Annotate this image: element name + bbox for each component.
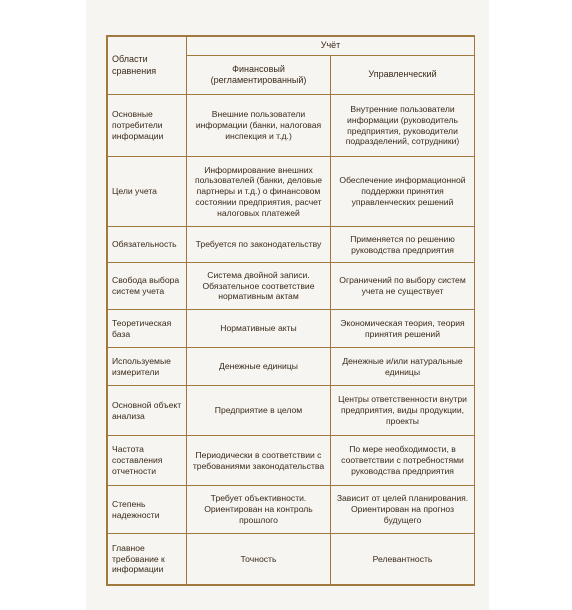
table-row bbox=[108, 386, 475, 436]
row-area: Основные потребители информации bbox=[108, 95, 187, 157]
accounting-group-header: Учёт bbox=[187, 37, 475, 56]
comparison-table bbox=[106, 35, 475, 586]
managerial-cell: Денежные и/или натуральные единицы bbox=[331, 348, 475, 386]
row-area: Главное требование к информации bbox=[108, 534, 187, 585]
financial-cell: Требуется по законодательству bbox=[187, 227, 331, 263]
table-row bbox=[108, 348, 475, 386]
table-row bbox=[108, 157, 475, 227]
financial-cell: Периодически в соответствии с требованиями законодательства bbox=[187, 436, 331, 486]
table-row bbox=[108, 436, 475, 486]
managerial-cell: Экономическая теория, теория принятия решений bbox=[331, 310, 475, 348]
managerial-cell: Релевантность bbox=[331, 534, 475, 585]
managerial-cell: Центры ответственности внутри предприятия, виды продукции, проекты bbox=[331, 386, 475, 436]
financial-cell: Требует объективности. Ориентирован на контроль прошлого bbox=[187, 486, 331, 534]
row-area: Частота составления отчетности bbox=[108, 436, 187, 486]
row-area: Теоретическая база bbox=[108, 310, 187, 348]
financial-cell: Нормативные акты bbox=[187, 310, 331, 348]
table-row bbox=[108, 310, 475, 348]
managerial-cell: Ограничений по выбору систем учета не существует bbox=[331, 263, 475, 310]
managerial-column-header: Управленческий bbox=[331, 56, 475, 95]
financial-cell: Предприятие в целом bbox=[187, 386, 331, 436]
table-row bbox=[108, 263, 475, 310]
managerial-cell: Внутренние пользователи информации (руководитель предприятия, руководители подразделений, сотрудники) bbox=[331, 95, 475, 157]
financial-cell: Точность bbox=[187, 534, 331, 585]
corner-header: Области сравнения bbox=[108, 37, 187, 95]
row-area: Основной объект анализа bbox=[108, 386, 187, 436]
managerial-cell: Обеспечение информационной поддержки принятия управленческих решений bbox=[331, 157, 475, 227]
managerial-cell: Применяется по решению руководства предприятия bbox=[331, 227, 475, 263]
financial-cell: Система двойной записи. Обязательное соответствие нормативным актам bbox=[187, 263, 331, 310]
row-area: Свобода выбора систем учета bbox=[108, 263, 187, 310]
row-area: Степень надежности bbox=[108, 486, 187, 534]
managerial-cell: По мере необходимости, в соответствии с потребностями руководства предприятия bbox=[331, 436, 475, 486]
table-row bbox=[108, 227, 475, 263]
row-area: Цели учета bbox=[108, 157, 187, 227]
row-area: Используемые измерители bbox=[108, 348, 187, 386]
financial-column-header: Финансовый (регламентированный) bbox=[187, 56, 331, 95]
financial-cell: Информирование внешних пользователей (банки, деловые партнеры и т.д.) о финансовом состоянии предприятия, расчет налоговых платежей bbox=[187, 157, 331, 227]
financial-cell: Денежные единицы bbox=[187, 348, 331, 386]
managerial-cell: Зависит от целей планирования. Ориентирован на прогноз будущего bbox=[331, 486, 475, 534]
table-row bbox=[108, 95, 475, 157]
table-row bbox=[108, 534, 475, 585]
row-area: Обязательность bbox=[108, 227, 187, 263]
table-row bbox=[108, 486, 475, 534]
financial-cell: Внешние пользователи информации (банки, налоговая инспекция и т.д.) bbox=[187, 95, 331, 157]
